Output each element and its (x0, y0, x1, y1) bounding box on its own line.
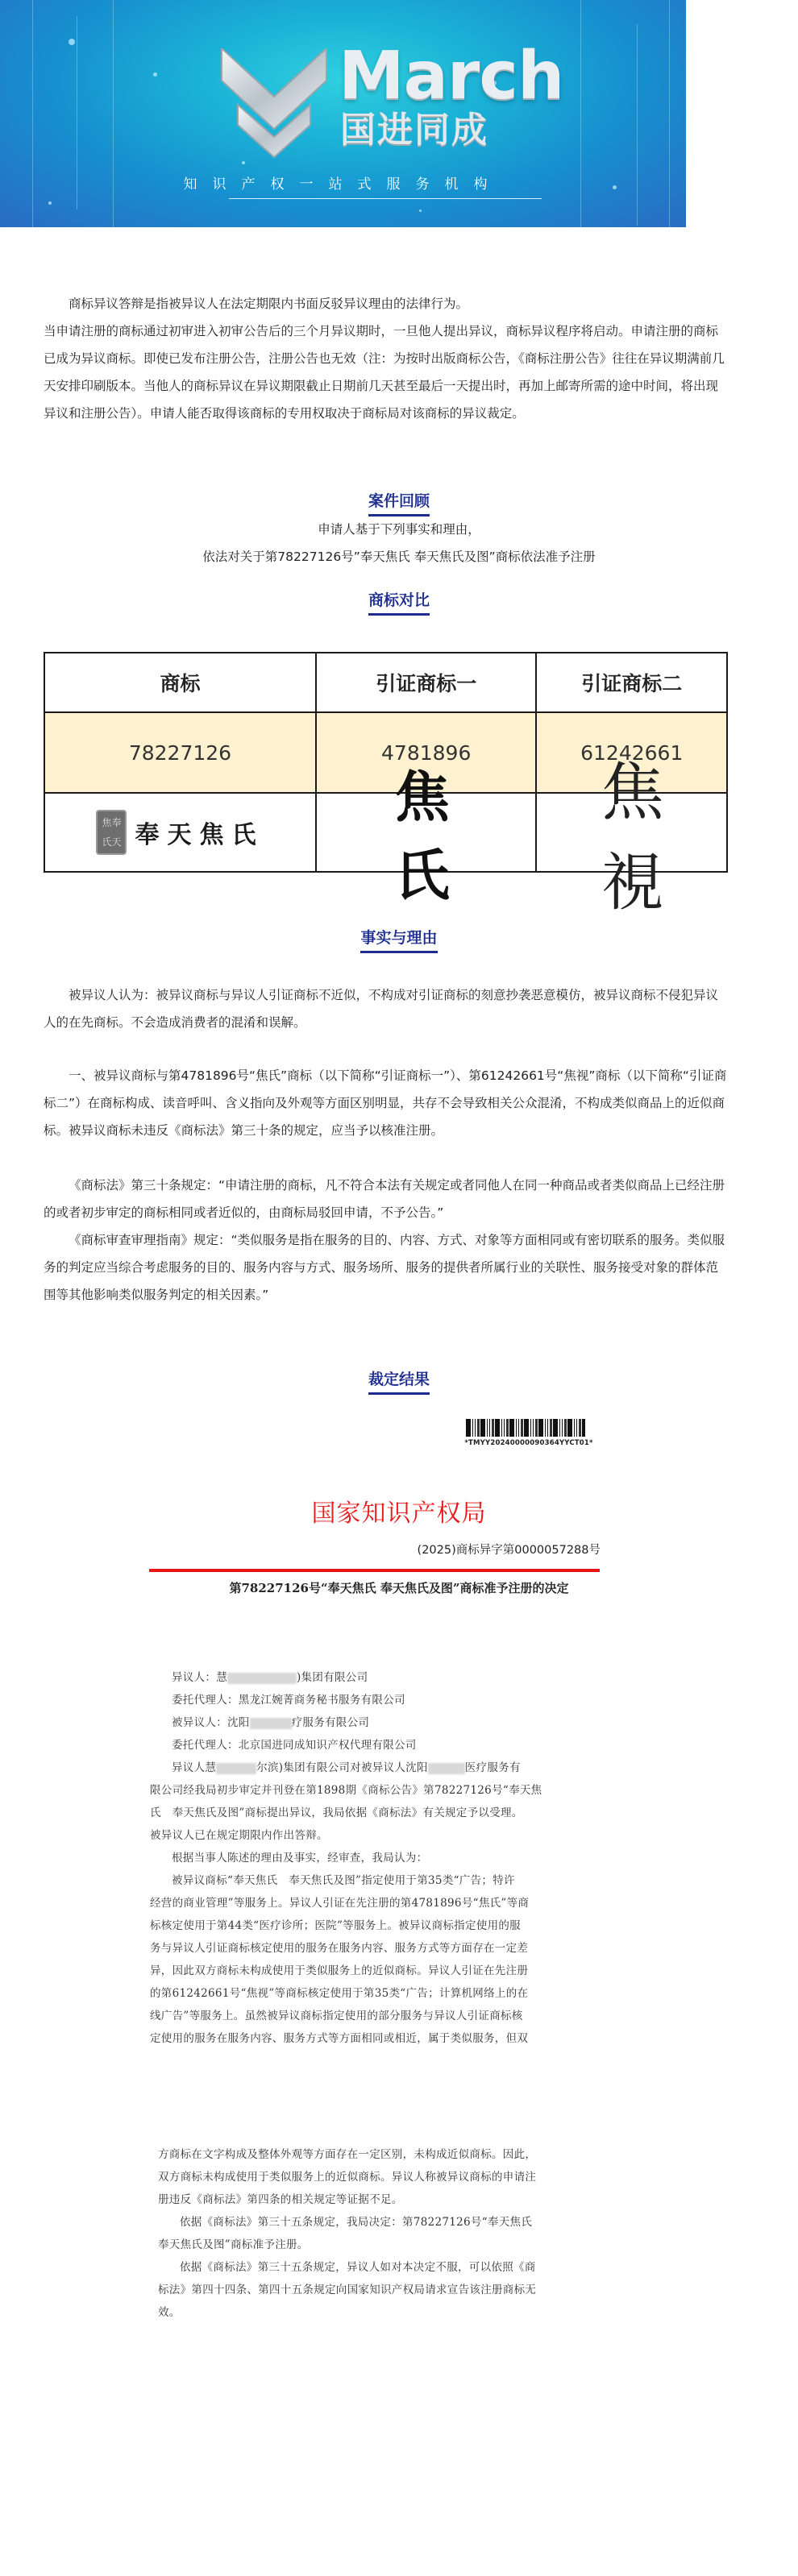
cited-mark-2-text: 焦視 (601, 757, 687, 919)
decision-body-line: 务与异议人引证商标核定使用的服务在服务内容、服务方式等方面存在一定差 (150, 1942, 529, 1955)
trademark-image (44, 793, 316, 872)
decision-body-line: 异，因此双方商标未构成使用于类似服务上的近似商标。异议人引证在先注册 (150, 1964, 529, 1977)
case-review-line2: 依法对关于第78227126号”奉天焦氏 奉天焦氏及图”商标依法准予注册 (202, 550, 596, 564)
intro-paragraph: 当申请注册的商标通过初审进入初审公告后的三个月异议期时，一旦他人提出异议，商标异议程序将启动。申请注册的商标已成为异议商标。即使已发布注册公告，注册公告也无效（注：为按时出版商标公告，《商标注册公告》往往在异议期满前几天安排印刷版本。当他人的商标异议在异议期限截止日期前几天甚至最后一天提出时，再加上邮寄所需的途中时间，将出现异议和注册公告）。申请人能否取得该商标的专用权取决于商标局对该商标的异议裁定。 (44, 324, 725, 421)
document-number: (2025)商标异字第0000057288号 (417, 1544, 601, 1557)
decision-body-line: 根据当事人陈述的理由及事实，经审查，我局认为： (172, 1852, 428, 1865)
decision-body-line: 异议人慧 尔滨)集团有限公司对被异议人沈阳 医疗服务有 (172, 1761, 521, 1774)
intro-definition: 商标异议答辩是指被异议人在法定期限内书面反驳异议理由的法律行为。 (69, 297, 469, 311)
case-review-line1: 申请人基于下列事实和理由， (318, 522, 480, 537)
trademark-comparison-table (44, 652, 728, 919)
decision-body-line: 册违反《商标法》第四条的相关规定等证据不足。 (158, 2193, 403, 2206)
redacted-text (250, 1718, 292, 1729)
barcode-icon (466, 1419, 585, 1437)
respondent-line: 被异议人：沈阳 疗服务有限公司 (172, 1716, 370, 1729)
decision-body-line: 经营的商业管理”等服务上。异议人引证在先注册的第4781896号“焦氏”等商 (150, 1897, 530, 1910)
decision-body-line: 奉天焦氏及图”商标准予注册。 (158, 2238, 309, 2251)
decision-body-line: 依据《商标法》第三十五条规定，我局决定：第78227126号“奉天焦氏 (180, 2216, 533, 2229)
brand-name-cn: 国进同成 (340, 110, 488, 151)
cited-mark-2-number: 61242661 (536, 712, 727, 793)
redacted-text (216, 1763, 256, 1774)
section-heading-mark-compare: 商标对比 (0, 591, 798, 616)
decision-body-line: 依据《商标法》第三十五条规定，异议人如对本决定不服，可以依照《商 (180, 2261, 536, 2274)
trademark-text: 奉天焦氏 (135, 821, 264, 849)
decision-body-line: 效。 (158, 2306, 181, 2319)
brand-banner (0, 0, 686, 227)
section-heading-facts-reasons: 事实与理由 (0, 928, 798, 953)
red-divider (149, 1569, 600, 1572)
decision-body-line: 方商标在文字构成及整体外观等方面存在一定区别，未构成近似商标。因此， (158, 2148, 537, 2161)
m-chevron-logo-icon (218, 48, 330, 161)
brand-logo (218, 38, 564, 161)
header-trademark: 商标 (44, 653, 316, 712)
cited-mark-1-number: 4781896 (316, 712, 537, 793)
facts-paragraph-4: 《商标审查审理指南》规定：“类似服务是指在服务的目的、内容、方式、对象等方面相同或有密切联系的服务。类似服务的判定应当综合考虑服务的目的、服务内容与方式、服务场所、服务的提供者所属行业的关联性、服务接受对象的群体范围等其他影响类似服务判定的相关因素。” (44, 1233, 725, 1302)
decision-body-line: 双方商标未构成使用于类似服务上的近似商标。异议人称被异议商标的申请注 (158, 2171, 537, 2184)
header-cited-mark-2: 引证商标二 (536, 653, 727, 712)
decision-body-line: 标法》第四十四条、第四十五条规定向国家知识产权局请求宣告该注册商标无 (158, 2284, 537, 2296)
issuing-agency: 国家知识产权局 (311, 1500, 487, 1528)
banner-slogan: 知识产权一站式服务机构 (183, 176, 503, 193)
decision-body-line: 氏 奉天焦氏及图”商标提出异议，我局依据《商标法》有关规定予以受理。 (150, 1807, 523, 1819)
decision-body-line: 定使用的服务在服务内容、服务方式等方面相同或相近，属于类似服务，但双 (150, 2032, 529, 2045)
trademark-number: 78227126 (44, 712, 316, 793)
decision-body-line: 线广告”等服务上。虽然被异议商标指定使用的部分服务与异议人引证商标核 (150, 2010, 523, 2022)
opponent-line: 异议人：慧 )集团有限公司 (172, 1671, 368, 1684)
facts-paragraph-1: 被异议人认为：被异议商标与异议人引证商标不近似，不构成对引证商标的刻意抄袭恶意模仿，被异议商标不侵犯异议人的在先商标。不会造成消费者的混淆和误解。 (44, 988, 719, 1030)
decision-title: 第78227126号“奉天焦氏 奉天焦氏及图”商标准予注册的决定 (229, 1581, 569, 1595)
slogan-underline (229, 198, 542, 199)
table-header-row (44, 653, 727, 712)
decision-body-line: 的第61242661号“焦视”等商标核定使用于第35类“广告；计算机网络上的在 (150, 1987, 529, 2000)
barcode-text: *TMYY20240000090364YYCT01* (464, 1439, 593, 1447)
cited-mark-2-image (536, 757, 727, 919)
respondent-agent-line: 委托代理人：北京国进同成知识产权代理有限公司 (172, 1739, 417, 1752)
section-heading-case-review: 案件回顾 (0, 492, 798, 516)
decision-body-line: 标核定使用于第44类“医疗诊所；医院”等服务上。被异议商标指定使用的服 (150, 1919, 521, 1932)
redacted-text (428, 1763, 465, 1774)
header-cited-mark-1: 引证商标一 (316, 653, 537, 712)
decision-body-line: 限公司经我局初步审定并刊登在第1898期《商标公告》第78227126号“奉天焦 (150, 1784, 542, 1797)
redacted-text (227, 1673, 297, 1684)
seal-icon: 焦奉氏天 (96, 810, 127, 855)
table-row-mark-images (44, 793, 727, 872)
facts-paragraph-3: 《商标法》第三十条规定：“申请注册的商标，凡不符合本法有关规定或者同他人在同一种商品或者类似商品上已经注册的或者初步审定的商标相同或者近似的，由商标局驳回申请，不予公告。” (44, 1178, 725, 1220)
opponent-agent-line: 委托代理人：黑龙江婉菁商务秘书服务有限公司 (172, 1694, 405, 1707)
brand-name: March (339, 38, 564, 114)
decision-body-line: 被异议商标“奉天焦氏 奉天焦氏及图”指定使用于第35类“广告；特许 (172, 1874, 515, 1887)
facts-paragraph-2: 一、被异议商标与第4781896号“焦氏”商标（以下简称“引证商标一”）、第61242661号“焦视”商标（以下简称“引证商标二”）在商标构成、读音呼叫、含义指向及外观等方面区别明显，共存不会导致相关公众混淆，不构成类似商品上的近似商标。被异议商标未违反《商标法》第三十条的规定，应当予以核准注册。 (44, 1068, 727, 1138)
section-heading-ruling: 裁定结果 (0, 1370, 798, 1395)
decision-body-line: 被异议人已在规定期限内作出答辩。 (150, 1829, 328, 1842)
cited-mark-1-text: 焦氏 (394, 765, 498, 908)
cited-mark-1-image (316, 765, 537, 908)
